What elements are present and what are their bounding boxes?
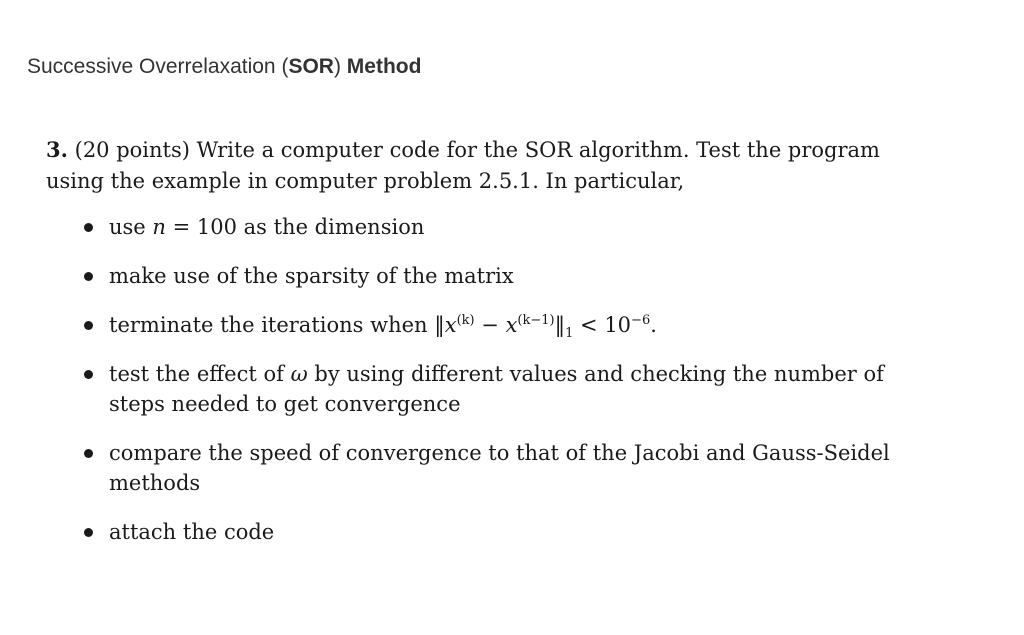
requirement-list: [84, 212, 924, 566]
math-x: x: [444, 313, 457, 337]
subscript-1: 1: [565, 326, 574, 342]
list-item: [84, 310, 924, 340]
problem-statement: [46, 134, 926, 197]
heading-method: Method: [346, 55, 422, 78]
math-x: x: [505, 313, 518, 337]
problem-text: (20 points) Write a computer code for the SOR algorithm. Test the program using the example in computer problem 2.5.1. In particular,: [46, 138, 880, 193]
bullet-icon: [84, 449, 93, 458]
norm-close: ‖: [554, 313, 566, 337]
heading-text-pre: Successive Overrelaxation (: [27, 55, 289, 78]
bullet-icon: [84, 370, 93, 379]
heading-sor: SOR: [288, 55, 334, 78]
item-text: compare the speed of convergence to that of the Jacobi and Gauss-Seidel methods: [109, 441, 890, 495]
superscript-k-minus-1: (k−1): [517, 313, 555, 328]
superscript-k: (k): [456, 313, 475, 328]
bullet-icon: [84, 223, 93, 232]
item-text-post: by using different values and checking the number of steps needed to get convergence: [109, 362, 884, 416]
less-than-ten: < 10: [573, 313, 632, 337]
list-item: [84, 359, 924, 419]
minus-sign: −: [474, 313, 506, 337]
heading-text-mid: ): [333, 55, 347, 78]
list-item: [84, 212, 924, 242]
list-item: [84, 261, 924, 291]
item-text-post: = 100 as the dimension: [165, 215, 425, 239]
list-item: [84, 438, 924, 498]
list-item: [84, 517, 924, 547]
bullet-icon: [84, 528, 93, 537]
item-text-pre: use: [109, 215, 153, 239]
item-text: attach the code: [109, 520, 275, 544]
section-heading: [27, 55, 421, 79]
superscript-exponent: −6: [631, 313, 651, 328]
item-text-pre: terminate the iterations when ‖: [109, 313, 445, 337]
item-variable-omega: ω: [290, 362, 308, 386]
item-text-pre: test the effect of: [109, 362, 291, 386]
bullet-icon: [84, 321, 93, 330]
item-variable: n: [152, 215, 166, 239]
item-text: make use of the sparsity of the matrix: [109, 264, 514, 288]
bullet-icon: [84, 272, 93, 281]
problem-number: 3.: [46, 137, 68, 162]
period: .: [650, 313, 657, 337]
